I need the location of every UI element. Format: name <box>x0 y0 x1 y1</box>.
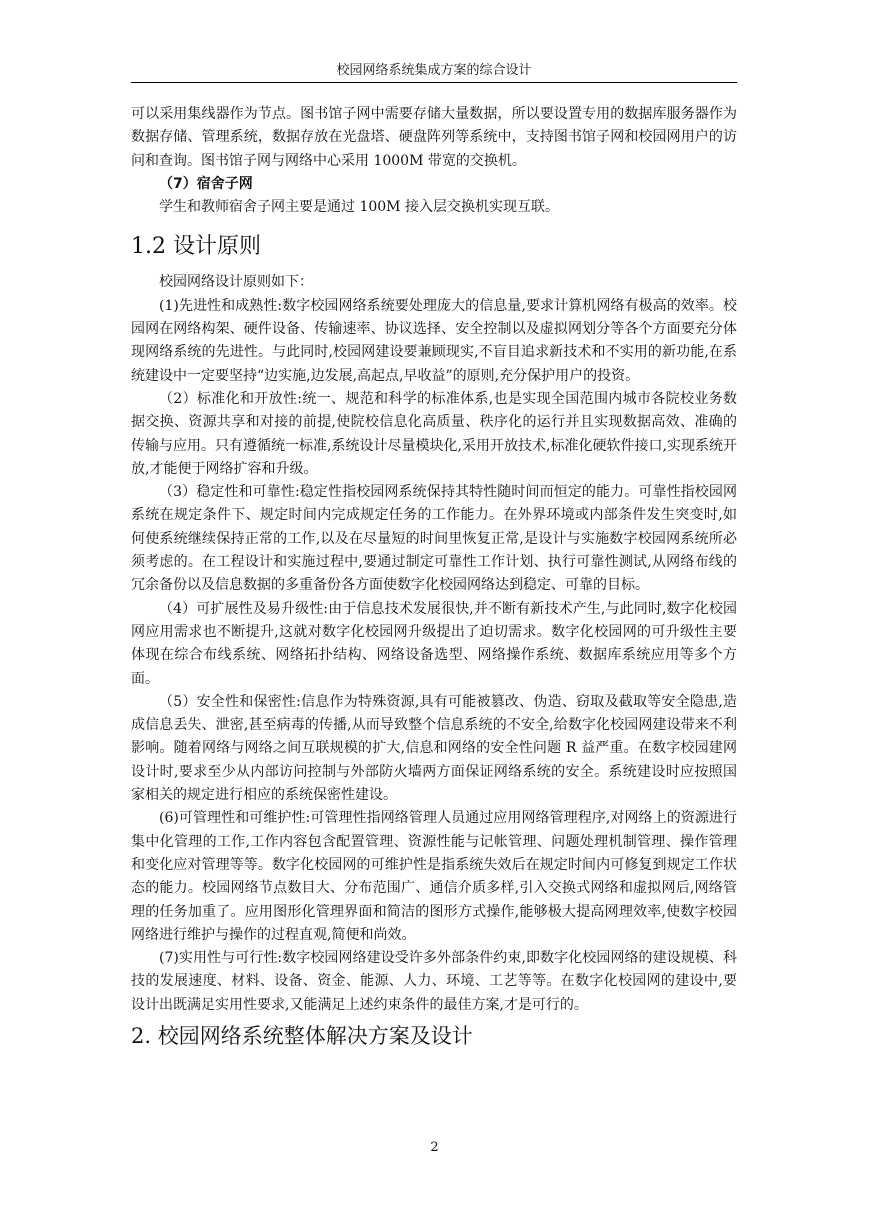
principle-manageability: (6)可管理性和可维护性:可管理性指网络管理人员通过应用网络管理程序,对网络上的资源进行集中化管理的工作,工作内容包含配置管理、资源性能与记帐管理、问题处理机制管理、操作管理和变化应对管理等等。数字化校园网的可维护性是指系统失效后在规定时间内可修复到规定工作状态的能力。校园网络节点数目大、分布范围广、通信介质多样,引入交换式网络和虚拟网后,网络管理的任务加重了。应用图形化管理界面和简洁的图形方式操作,能够极大提高网理效率,使数字校园网络进行维护与操作的过程直观,简便和尚效。 <box>131 810 737 943</box>
principle-reliability: （3）稳定性和可靠性:稳定性指校园网系统保持其特性随时间而恒定的能力。可靠性指校园网系统在规定条件下、规定时间内完成规定任务的工作能力。在外界环境或内部条件发生突变时,如何使系统继续保持正常的工作,以及在尽量短的时间里恢复正常,是设计与实施数字校园网系统所必须考虑的。在工程设计和实施过程中,要通过制定可靠性工作计划、执行可靠性测试,从网络布线的冗余备份以及信息数据的多重备份各方面使数字化校园网络达到稳定、可靠的目标。 <box>131 484 737 594</box>
dormitory-paragraph: 学生和教师宿舍子网主要是通过 100M 接入层交换机实现互联。 <box>159 199 559 216</box>
principle-scalability: （4）可扩展性及易升级性:由于信息技术发展很快,并不断有新技术产生,与此同时,数字化校园网应用需求也不断提升,这就对数字化校园网升级提出了迫切需求。数字化校园网的可升级性主要体现在综合布线系统、网络拓扑结构、网络设备选型、网络操作系统、数据库系统应用等多个方面。 <box>131 600 737 687</box>
principle-practicality: (7)实用性与可行性:数字校园网络建设受许多外部条件约束,即数字化校园网络的建设规模、科技的发展速度、材料、设备、资金、能源、人力、环境、工艺等等。在数字化校园网的建设中,要设计出既满足实用性要求,又能满足上述约束条件的最佳方案,才是可行的。 <box>131 950 737 1013</box>
principle-standardization: （2）标准化和开放性:统一、规范和科学的标准体系,也是实现全国范围内城市各院校业务数据交换、资源共享和对接的前提,使院校信息化高质量、秩序化的运行并且实现数据高效、准确的传输与应用。只有遵循统一标准,系统设计尽量模块化,采用开放技术,标准化硬软件接口,实现系统开放,才能便于网络扩容和升级。 <box>131 390 737 477</box>
running-header: 校园网络系统集成方案的综合设计 <box>336 63 532 78</box>
subsection-heading-dormitory: （7）宿舍子网 <box>159 175 253 192</box>
section-heading-1-2: 1.2 设计原则 <box>131 234 261 260</box>
document-body <box>131 103 737 1051</box>
intro-paragraph: 可以采用集线器作为节点。图书馆子网中需要存储大量数据，所以要设置专用的数据库服务器作为数据存储、管理系统，数据存放在光盘塔、硬盘阵列等系统中，支持图书馆子网和校园网用户的访问和查询。图书馆子网与网络中心采用 1000M 带宽的交换机。 <box>131 106 737 169</box>
chapter-heading-2: 2. 校园网络系统整体解决方案及设计 <box>131 1023 473 1048</box>
principle-advanced: (1)先进性和成熟性:数字校园网络系统要处理庞大的信息量,要求计算机网络有极高的效率。校园网在网络构架、硬件设备、传输速率、协议选择、安全控制以及虚拟网划分等各个方面要充分体现网络系统的先进性。与此同时,校园网建设要兼顾现实,不盲目追求新技术和不实用的新功能,在系统建设中一定要坚持“边实施,边发展,高起点,早收益”的原则,充分保护用户的投资。 <box>131 297 737 384</box>
principle-security: （5）安全性和保密性:信息作为特殊资源,具有可能被篡改、伪造、窃取及截取等安全隐患,造成信息丢失、泄密,甚至病毒的传播,从而导致整个信息系统的不安全,给数字化校园网建设带来不利影响。随着网络与网络之间互联规模的扩大,信息和网络的安全性问题 R 益严重。在数字校园建网设计时,要求至少从内部访问控制与外部防火墙两方面保证网络系统的安全。系统建设时应按照国家相关的规定进行相应的系统保密性建设。 <box>131 693 737 804</box>
header-rule <box>131 82 737 83</box>
principles-lead: 校园网络设计原则如下： <box>159 274 313 291</box>
page-number: 2 <box>430 1140 439 1155</box>
